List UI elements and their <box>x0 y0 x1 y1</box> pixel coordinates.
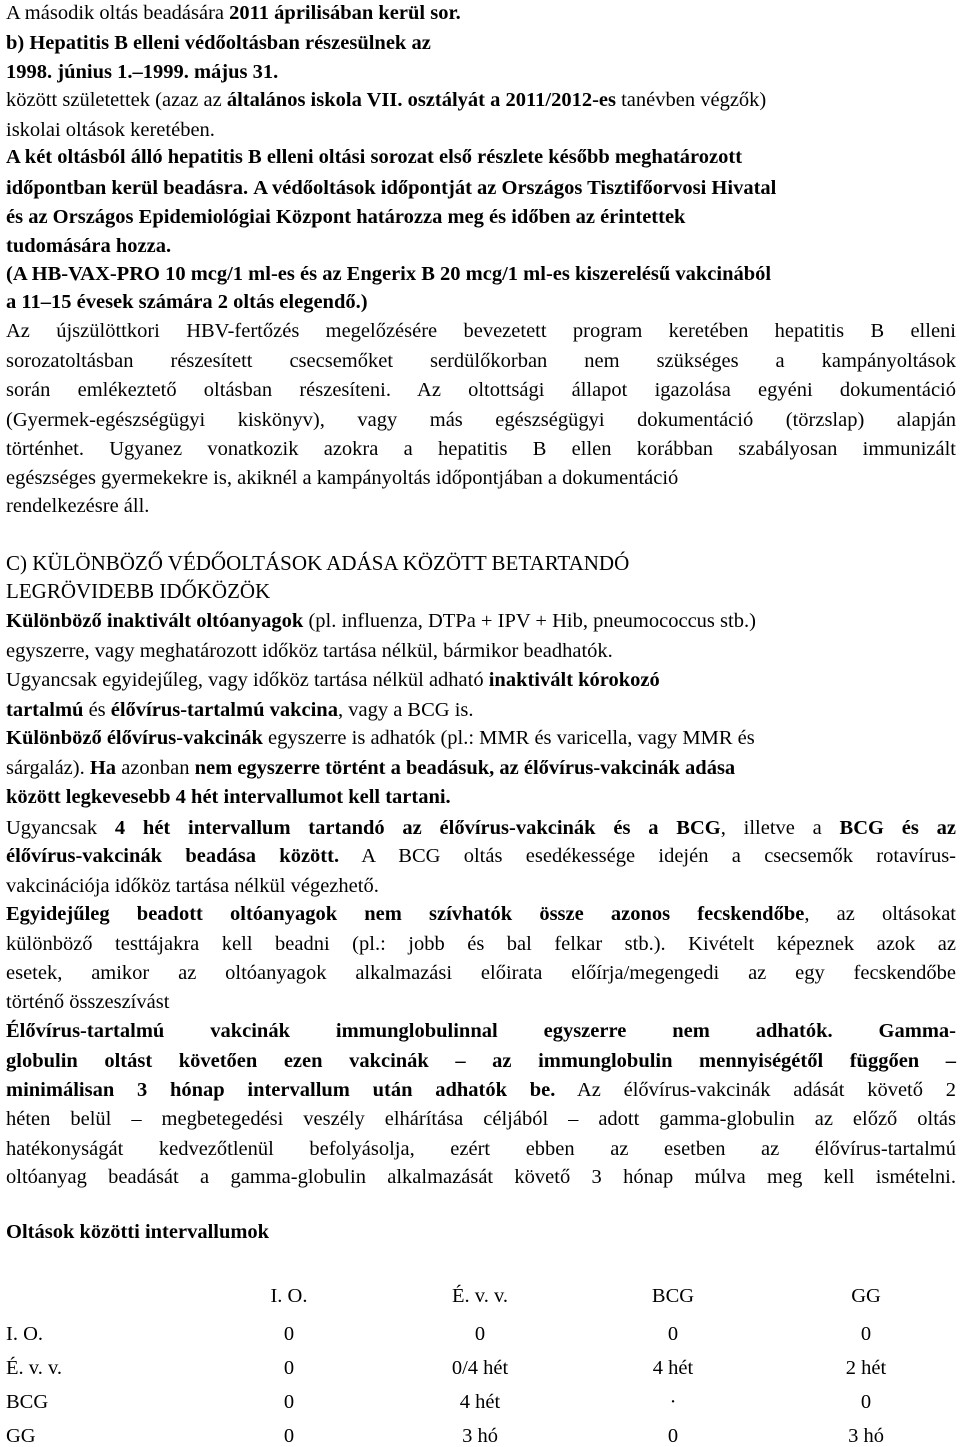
table-cell: 0 <box>860 1391 872 1413</box>
text-line <box>6 496 149 517</box>
text-run: történhet. Ugyanez vonatkozik azokra a hepatitis B ellen korábban szabályosan immunizált <box>6 438 956 460</box>
text-run: során emlékeztető oltásban részesíteni. Az oltottsági állapot igazolása egyéni dokumentáció <box>6 379 956 401</box>
text-run: rendelkezésre áll. <box>6 495 150 517</box>
table-cell: 0 <box>474 1323 486 1345</box>
bold-text: b) Hepatitis B elleni védőoltásban részesülnek az <box>6 32 431 54</box>
text-line <box>6 264 771 285</box>
bold-text: élővírus-tartalmú vakcina <box>110 699 338 721</box>
bold-text: 4 hét intervallum tartandó az élővírus-vakcinák és a BCG <box>114 817 721 839</box>
row-header: I. O. <box>6 1323 44 1345</box>
text-line <box>6 351 956 372</box>
bold-text: 1998. június 1.–1999. május 31. <box>6 61 279 83</box>
text-run: , vagy a BCG is. <box>337 699 474 721</box>
text-line <box>6 758 735 779</box>
bold-text: között legkevesebb 4 hét intervallumot kell tartani. <box>6 786 451 808</box>
bold-text: Különböző inaktivált oltóanyagok <box>6 610 304 632</box>
bold-text: minimálisan 3 hónap intervallum után adhatók be. <box>6 1079 556 1101</box>
bold-text: tartalmú <box>6 699 84 721</box>
bold-text: A két oltásból álló hepatitis B elleni oltási sorozat első részlete később meghatározott <box>6 146 743 168</box>
bold-text: a 11–15 évesek számára 2 oltás elegendő.) <box>6 291 368 313</box>
text-line <box>6 236 171 257</box>
text-line <box>6 321 956 342</box>
text-run: (Gyermek-egészségügyi kiskönyv), vagy más egészségügyi dokumentáció (törzslap) alapján <box>6 409 956 431</box>
bold-text: Egyidejűleg beadott oltóanyagok nem szívhatók össze azonos fecskendőbe <box>6 903 805 925</box>
table-cell: 0 <box>283 1391 295 1413</box>
text-line <box>6 963 956 984</box>
text-run: egyszerre, vagy meghatározott időköz tartása nélkül, bármikor beadhatók. <box>6 640 613 662</box>
text-line <box>6 728 755 749</box>
bold-text: és az Országos Epidemiológiai Központ határozza meg és időben az érintettek <box>6 206 686 228</box>
text-line <box>6 3 461 24</box>
text-line <box>6 1139 956 1160</box>
table-cell: 0 <box>860 1323 872 1345</box>
bold-text: A védőoltások időpontját az Országos Tisztifőorvosi Hivatal <box>253 177 777 199</box>
column-header: BCG <box>651 1285 695 1307</box>
text-run: LEGRÖVIDEBB IDŐKÖZÖK <box>6 579 271 603</box>
bold-text: tudomására hozza. <box>6 235 172 257</box>
text-line <box>6 90 766 111</box>
table-cell: 4 hét <box>652 1357 694 1379</box>
text-run: különböző testtájakra kell beadni (pl.: jobb és bal felkar stb.). Kivételt képeznek azok az <box>6 933 956 955</box>
text-run: (pl. influenza, DTPa + IPV + Hib, pneumococcus stb.) <box>303 610 756 632</box>
text-line <box>6 846 956 867</box>
table-cell: · <box>669 1391 677 1413</box>
table-cell: 3 hó <box>848 1425 884 1447</box>
text-run: egyszerre is adhatók (pl.: MMR és varicella, vagy MMR és <box>262 727 755 749</box>
bold-text: általános iskola VII. osztályát a 2011/2012-es <box>226 89 616 111</box>
bold-text: nem egyszerre történt a beadásuk, az élővírus-vakcinák adása <box>194 757 736 779</box>
row-header: BCG <box>6 1391 49 1413</box>
text-line <box>6 439 956 460</box>
text-line <box>6 207 685 228</box>
text-line <box>6 1021 956 1042</box>
bold-text: globulin oltást követően ezen vakcinák – az immunglobulin mennyiségétől függően – <box>6 1050 956 1072</box>
text-line <box>6 904 956 925</box>
text-run: esetek, amikor az oltóanyagok alkalmazási előirata előírja/megengedi az egy fecskendőbe <box>6 962 956 984</box>
text-run: Ugyancsak <box>6 817 115 839</box>
column-header: GG <box>851 1285 881 1307</box>
intervals-title: Oltások közötti intervallumok <box>6 1221 270 1243</box>
text-line <box>6 818 956 839</box>
text-run: A BCG oltás esedékessége idején a csecsemők rotavírus- <box>339 845 957 867</box>
table-cell: 0 <box>283 1357 295 1379</box>
bold-text: inaktivált kórokozó <box>488 669 660 691</box>
text-run: Az újszülöttkori HBV-fertőzés megelőzésére bevezetett program keretében hepatitis B elleni <box>6 320 956 342</box>
text-line <box>6 33 431 54</box>
column-header: I. O. <box>270 1285 308 1307</box>
text-run: iskolai oltások keretében. <box>6 119 215 141</box>
text-run: azonban <box>116 757 195 779</box>
text-run: sorozatoltásban részesített csecsemőket serdülőkorban nem szükséges a kampányoltások <box>6 350 956 372</box>
text-run: egészséges gyermekekre is, akiknél a kampányoltás időpontjában a dokumentáció <box>6 467 679 489</box>
text-line <box>6 934 956 955</box>
row-header: GG <box>6 1425 36 1447</box>
bold-text: Ha <box>89 757 117 779</box>
text-line <box>6 670 660 691</box>
table-cell: 0 <box>667 1425 679 1447</box>
text-run: , az oltásokat <box>804 903 956 925</box>
bold-text: (A HB-VAX-PRO 10 mcg/1 ml-es és az Engerix B 20 mcg/1 ml-es kiszerelésű vakcinából <box>6 263 772 285</box>
bold-text: BCG és az <box>839 817 956 839</box>
section-heading-line <box>6 553 629 574</box>
table-cell: 4 hét <box>459 1391 501 1413</box>
bold-text: Különböző élővírus-vakcinák <box>6 727 263 749</box>
row-header: É. v. v. <box>6 1357 62 1379</box>
text-run: hatékonyságát kedvezőtlenül befolyásolja, ezért ebben az esetben az élővírus-tartalmú <box>6 1138 956 1160</box>
table-cell: 2 hét <box>845 1357 887 1379</box>
text-run: sárgaláz). <box>6 757 90 779</box>
text-line <box>6 787 451 808</box>
text-line <box>6 178 776 199</box>
text-run: Az élővírus-vakcinák adását követő 2 <box>555 1079 956 1101</box>
bold-text: élővírus-vakcinák beadása között. <box>6 845 340 867</box>
text-line <box>6 1051 956 1072</box>
text-run: oltóanyag beadását a gamma-globulin alkalmazását követő 3 hónap múlva meg kell ismételni. <box>6 1166 956 1188</box>
text-run: vakcinációja időköz tartása nélkül végezhető. <box>6 875 379 897</box>
text-line <box>6 410 956 431</box>
text-run: C) KÜLÖNBÖZŐ VÉDŐOLTÁSOK ADÁSA KÖZÖTT BETARTANDÓ <box>6 551 630 575</box>
section-heading-line <box>6 581 270 602</box>
text-run: között születettek (azaz az <box>6 89 227 111</box>
text-line <box>6 1080 956 1101</box>
text-line <box>6 641 613 662</box>
text-line <box>6 120 215 141</box>
text-line <box>6 1109 956 1130</box>
text-run: héten belül – megbetegedési veszély elhárítása céljából – adott gamma-globulin az előző oltás <box>6 1108 956 1130</box>
text-run: Ugyancsak egyidejűleg, vagy időköz tartása nélkül adható <box>6 669 489 691</box>
text-line <box>6 700 474 721</box>
text-line <box>6 292 368 313</box>
text-run: és <box>83 699 111 721</box>
text-line <box>6 380 956 401</box>
text-run: történő összeszívást <box>6 991 170 1013</box>
text-run: , illetve a <box>720 817 840 839</box>
text-run: tanévben végzők) <box>615 89 767 111</box>
text-line <box>6 147 742 168</box>
bold-text: időpontban kerül beadásra. <box>6 177 249 199</box>
table-cell: 0 <box>283 1425 295 1447</box>
bold-text: 2011 áprilisában kerül sor. <box>229 2 461 24</box>
text-line <box>6 992 169 1013</box>
table-cell: 0 <box>667 1323 679 1345</box>
text-line <box>6 876 379 897</box>
text-line <box>6 62 278 83</box>
bold-text: Élővírus-tartalmú vakcinák immunglobulinnal egyszerre nem adhatók. Gamma- <box>6 1020 956 1042</box>
text-run: A második oltás beadására <box>6 2 230 24</box>
column-header: É. v. v. <box>452 1285 508 1307</box>
text-line <box>6 611 756 632</box>
table-cell: 3 hó <box>462 1425 498 1447</box>
table-cell: 0/4 hét <box>451 1357 509 1379</box>
text-line <box>6 468 678 489</box>
table-cell: 0 <box>283 1323 295 1345</box>
text-line <box>6 1167 956 1188</box>
